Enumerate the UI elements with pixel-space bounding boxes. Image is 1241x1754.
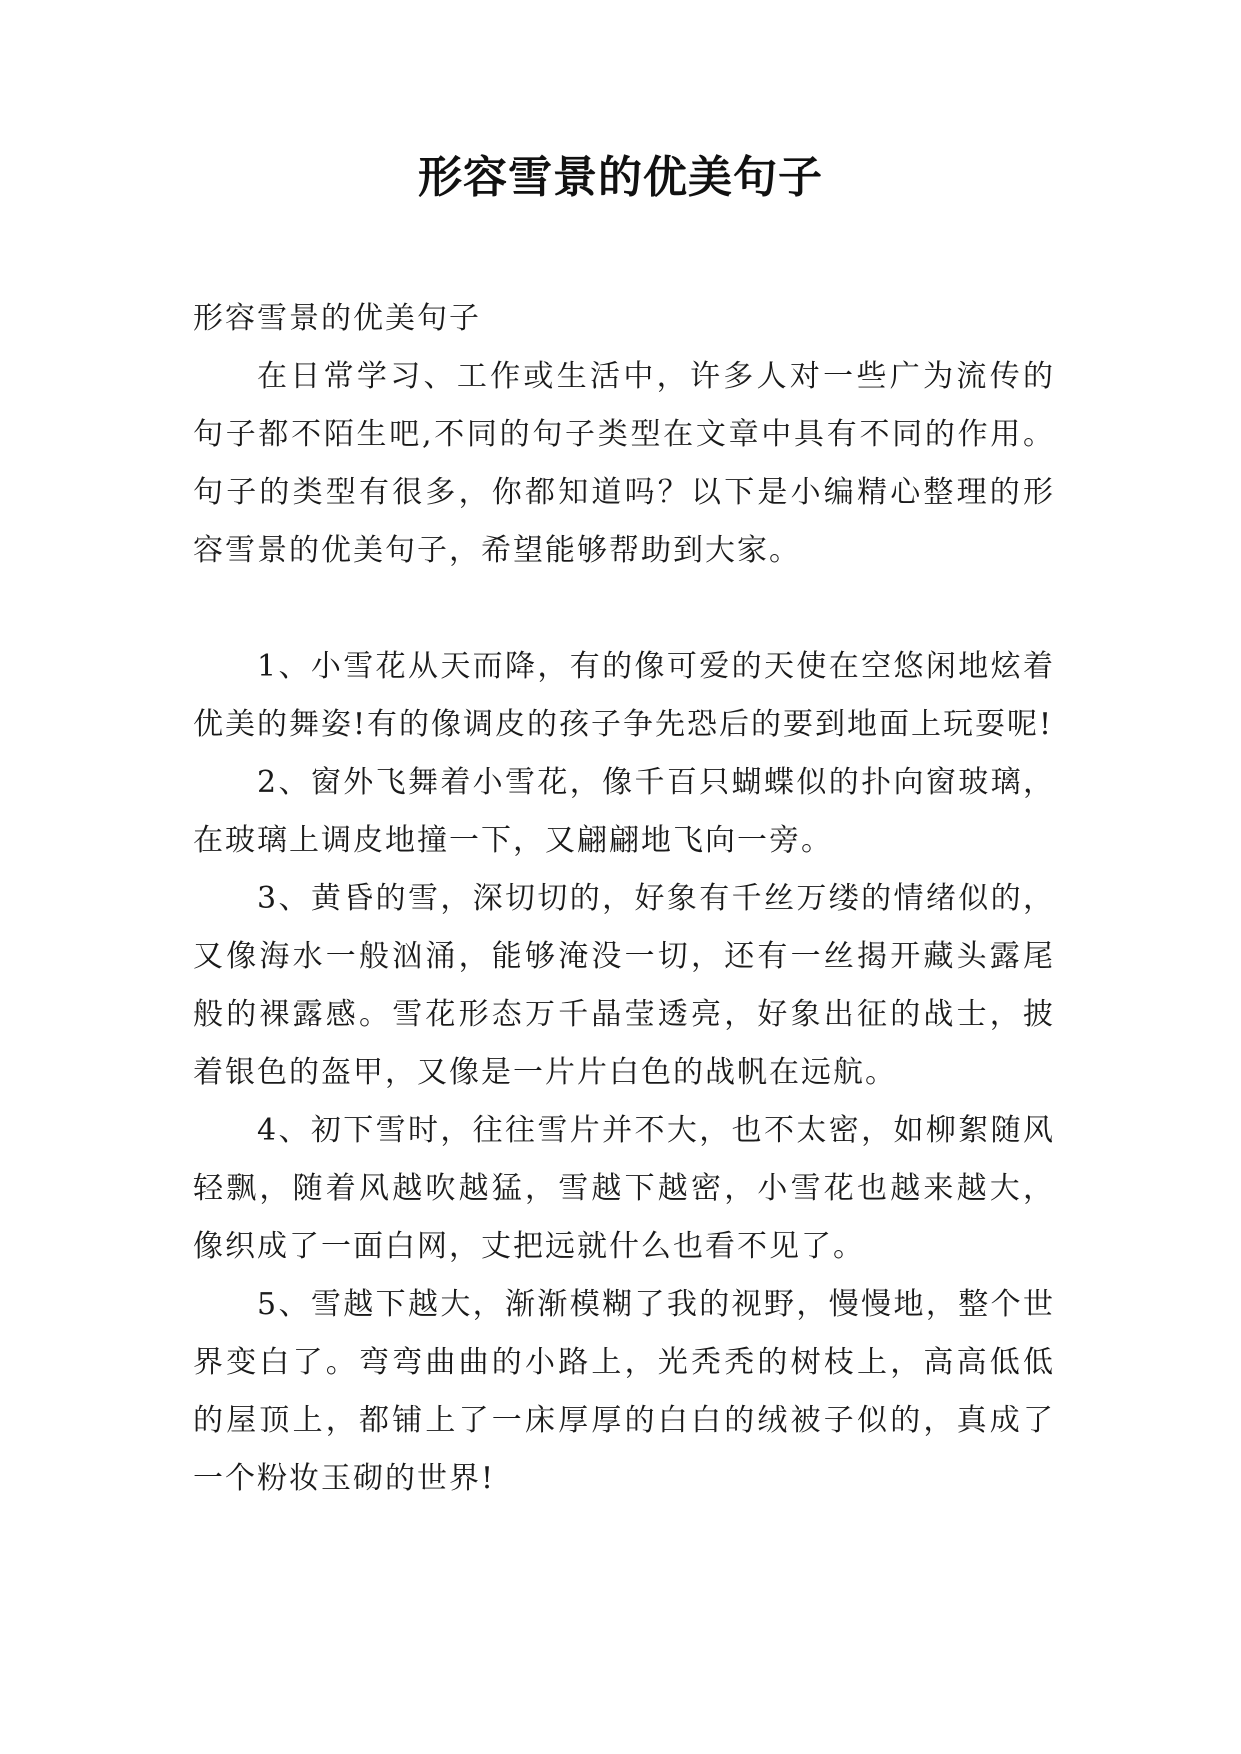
intro-paragraph: 在日常学习、工作或生活中，许多人对一些广为流传的句子都不陌生吧,不同的句子类型在文章中具有不同的作用。句子的类型有很多，你都知道吗？以下是小编精心整理的形容雪景的优美句子，希望能够帮助到大家。 xyxy=(193,359,1055,568)
document-title: 形容雪景的优美句子 xyxy=(418,152,823,203)
document-body xyxy=(193,290,1055,1508)
paragraph-spacer xyxy=(193,580,1055,638)
sentence-paragraph: 4、初下雪时，往往雪片并不大，也不太密，如柳絮随风轻飘，随着风越吹越猛，雪越下越密，小雪花也越来越大，像织成了一面白网，丈把远就什么也看不见了。 xyxy=(193,1113,1055,1264)
document-subtitle: 形容雪景的优美句子 xyxy=(193,301,481,336)
sentence-paragraph: 2、窗外飞舞着小雪花，像千百只蝴蝶似的扑向窗玻璃，在玻璃上调皮地撞一下，又翩翩地飞向一旁。 xyxy=(193,765,1055,858)
sentence-paragraph: 3、黄昏的雪，深切切的，好象有千丝万缕的情绪似的，又像海水一般汹涌，能够淹没一切，还有一丝揭开藏头露尾般的裸露感。雪花形态万千晶莹透亮，好象出征的战士，披着银色的盔甲，又像是一片片白色的战帆在远航。 xyxy=(193,881,1055,1090)
sentence-paragraph: 5、雪越下越大，渐渐模糊了我的视野，慢慢地，整个世界变白了。弯弯曲曲的小路上，光秃秃的树枝上，高高低低的屋顶上，都铺上了一床厚厚的白白的绒被子似的，真成了一个粉妆玉砌的世界! xyxy=(193,1287,1055,1496)
sentence-paragraph: 1、小雪花从天而降，有的像可爱的天使在空悠闲地炫着优美的舞姿!有的像调皮的孩子争先恐后的要到地面上玩耍呢! xyxy=(193,649,1055,742)
